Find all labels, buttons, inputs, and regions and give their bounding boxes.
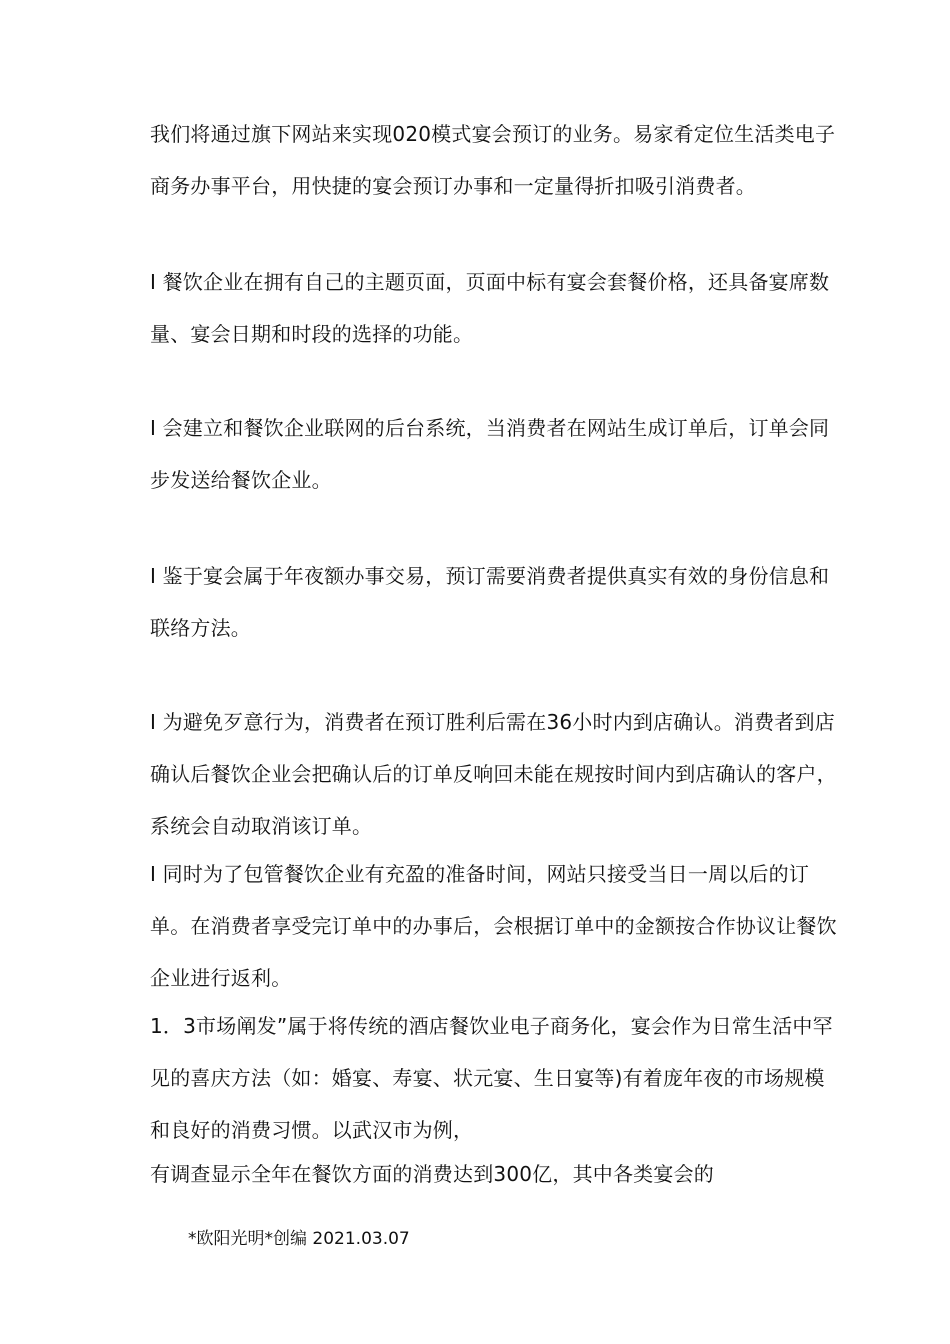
- footer-credit: *欧阳光明*创编 2021.03.07: [188, 1229, 410, 1249]
- paragraph-survey: 有调查显示全年在餐饮方面的消费达到300亿，其中各类宴会的: [150, 1162, 714, 1186]
- paragraph-market-analysis: 1．3市场阐发”属于将传统的酒店餐饮业电子商务化，宴会作为日常生活中罕见的喜庆方法（如：婚宴、寿宴、状元宴、生日宴等)有着庞年夜的市场规模和良好的消费习惯。以武汉市为例，: [150, 1014, 833, 1142]
- paragraph-preparation-time: I 同时为了包管餐饮企业有充盈的准备时间，网站只接受当日一周以后的订单。在消费者享受完订单中的办事后，会根据订单中的金额按合作协议让餐饮企业进行返利。: [150, 862, 837, 990]
- paragraph-theme-page: I 餐饮企业在拥有自己的主题页面，页面中标有宴会套餐价格，还具备宴席数量、宴会日期和时段的选择的功能。: [150, 270, 830, 346]
- paragraph-intro: 我们将通过旗下网站来实现020模式宴会预订的业务。易家肴定位生活类电子商务办事平台，用快捷的宴会预订办事和一定量得折扣吸引消费者。: [150, 122, 836, 198]
- paragraph-identity-info: I 鉴于宴会属于年夜额办事交易，预订需要消费者提供真实有效的身份信息和联络方法。: [150, 564, 830, 640]
- paragraph-backend-system: I 会建立和餐饮企业联网的后台系统，当消费者在网站生成订单后，订单会同步发送给餐饮企业。: [150, 416, 830, 492]
- paragraph-confirmation: I 为避免歹意行为，消费者在预订胜利后需在36小时内到店确认。消费者到店确认后餐饮企业会把确认后的订单反响回未能在规按时间内到店确认的客户，系统会自动取消该订单。: [150, 710, 837, 838]
